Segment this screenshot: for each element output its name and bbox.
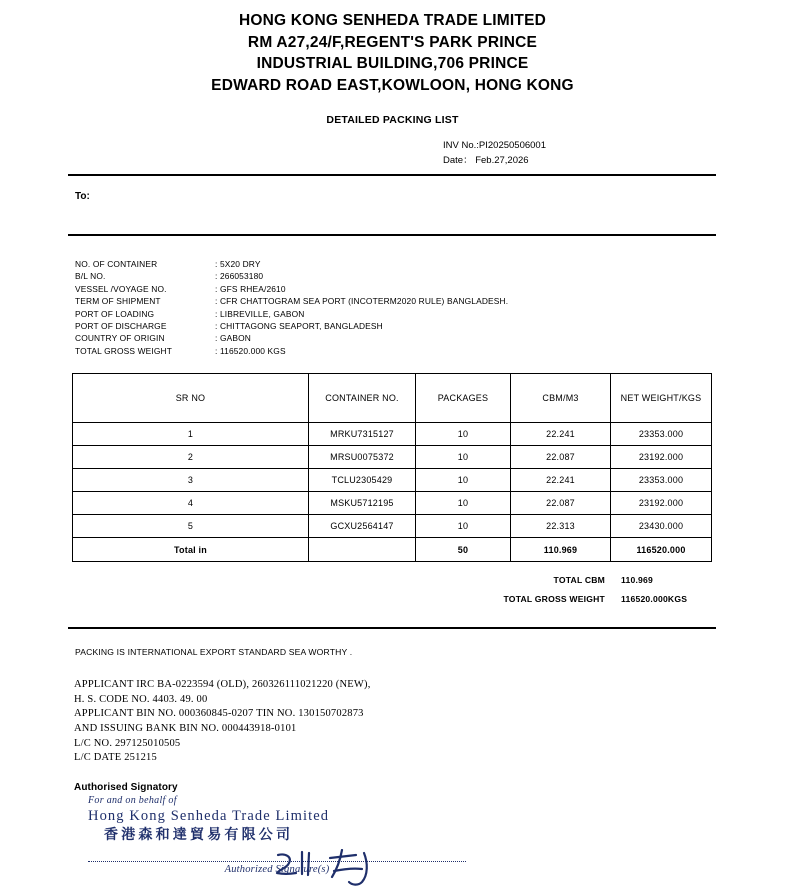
detail-value: : 116520.000 KGS	[215, 345, 286, 356]
letterhead-line-3: INDUSTRIAL BUILDING,706 PRINCE	[256, 55, 529, 72]
table-row	[73, 446, 712, 469]
lc-line-hs-code: H. S. CODE NO. 4403. 49. 00	[74, 693, 208, 705]
detail-key: COUNTRY OF ORIGIN	[75, 333, 165, 344]
cell-sr-no: 4	[73, 492, 309, 515]
detail-row-port-of-discharge	[75, 320, 785, 332]
cell-net-weight: 23353.000	[611, 423, 712, 446]
column-header-net-weight: NET WEIGHT/KGS	[611, 374, 712, 423]
divider-below-consignee	[68, 234, 716, 236]
column-header-container-no: CONTAINER NO.	[309, 374, 416, 423]
table-header-row	[73, 374, 712, 423]
totals-summary	[0, 571, 785, 609]
cell-packages: 10	[416, 469, 511, 492]
detail-row-container-count	[75, 258, 785, 270]
cell-total-label: Total in	[73, 538, 309, 562]
cell-net-weight: 23430.000	[611, 515, 712, 538]
table-row	[73, 423, 712, 446]
authorized-signature-caption: Authorized Signature(s)	[224, 863, 330, 875]
table-row	[73, 492, 712, 515]
table-row	[73, 515, 712, 538]
cell-container-no: MRKU7315127	[309, 423, 416, 446]
packing-standard-note: PACKING IS INTERNATIONAL EXPORT STANDARD SEA WORTHY .	[75, 647, 353, 658]
lc-line-issuing-bank-bin: AND ISSUING BANK BIN NO. 000443918-0101	[74, 723, 297, 735]
cell-packages: 10	[416, 423, 511, 446]
column-header-packages: PACKAGES	[416, 374, 511, 423]
to-label: To:	[75, 191, 90, 202]
total-gross-weight-row	[72, 590, 785, 609]
detail-key: TERM OF SHIPMENT	[75, 296, 161, 307]
invoice-date: Date： Feb.27,2026	[443, 155, 529, 166]
cell-packages: 10	[416, 492, 511, 515]
cell-sr-no: 2	[73, 446, 309, 469]
signature-company-name-cn: 香港森和達貿易有限公司	[104, 826, 294, 843]
total-cbm-row	[72, 571, 785, 590]
total-gross-weight-value: 116520.000KGS	[621, 594, 688, 605]
cell-container-no: MSKU5712195	[309, 492, 416, 515]
lc-line-lc-no: L/C NO. 297125010505	[74, 737, 181, 749]
cell-total-container-no	[309, 538, 416, 562]
table-total-row	[73, 538, 712, 562]
cell-container-no: MRSU0075372	[309, 446, 416, 469]
detail-value: : 5X20 DRY	[215, 259, 261, 269]
lc-line-lc-date: L/C DATE 251215	[74, 752, 157, 764]
column-header-cbm: CBM/M3	[511, 374, 611, 423]
table-row	[73, 469, 712, 492]
detail-value: : CHITTAGONG SEAPORT, BANGLADESH	[215, 321, 383, 332]
company-letterhead	[0, 0, 785, 96]
cell-packages: 10	[416, 515, 511, 538]
cell-packages: 10	[416, 446, 511, 469]
cell-cbm: 22.241	[511, 469, 611, 492]
detail-value: : LIBREVILLE, GABON	[215, 308, 305, 319]
detail-row-bl-no	[75, 270, 785, 282]
cell-cbm: 22.313	[511, 515, 611, 538]
total-cbm-value: 110.969	[621, 575, 653, 586]
detail-value: : GFS RHEA/2610	[215, 283, 286, 294]
cell-net-weight: 23192.000	[611, 446, 712, 469]
detail-key: NO. OF CONTAINER	[75, 259, 158, 269]
detail-row-country-of-origin	[75, 332, 785, 344]
signature-dotted-line	[88, 861, 466, 862]
cell-cbm: 22.087	[511, 492, 611, 515]
lc-line-applicant-irc: APPLICANT IRC BA-0223594 (OLD), 260326111021220 (NEW),	[74, 679, 371, 691]
detail-key: PORT OF LOADING	[75, 308, 155, 319]
cell-net-weight: 23353.000	[611, 469, 712, 492]
consignee-block	[0, 176, 785, 234]
signature-company-name-en: Hong Kong Senheda Trade Limited	[88, 807, 330, 824]
document-title: DETAILED PACKING LIST	[326, 114, 459, 126]
cell-sr-no: 3	[73, 469, 309, 492]
cell-container-no: TCLU2305429	[309, 469, 416, 492]
detail-row-port-of-loading	[75, 308, 785, 320]
divider-above-notes	[68, 627, 716, 629]
cell-net-weight: 23192.000	[611, 492, 712, 515]
invoice-meta	[0, 138, 785, 168]
cell-container-no: GCXU2564147	[309, 515, 416, 538]
detail-key: PORT OF DISCHARGE	[75, 321, 167, 332]
detail-key: VESSEL /VOYAGE NO.	[75, 283, 167, 294]
detail-value: : 266053180	[215, 271, 264, 282]
packing-table-wrapper	[0, 373, 785, 562]
for-and-on-behalf-of-text: For and on behalf of	[88, 794, 177, 806]
lc-details-block	[0, 678, 785, 766]
cell-total-net-weight: 116520.000	[611, 538, 712, 562]
authorised-signatory-title: Authorised Signatory	[74, 781, 178, 793]
detail-row-vessel-voyage	[75, 283, 785, 295]
detail-value: : CFR CHATTOGRAM SEA PORT (INCOTERM2020 RULE) BANGLADESH.	[215, 296, 509, 307]
detail-key: TOTAL GROSS WEIGHT	[75, 345, 173, 356]
cell-total-cbm: 110.969	[511, 538, 611, 562]
cell-sr-no: 1	[73, 423, 309, 446]
detail-key: B/L NO.	[75, 271, 106, 282]
detail-row-total-gross-weight	[75, 345, 785, 357]
detail-row-term-of-shipment	[75, 295, 785, 307]
total-cbm-label: TOTAL CBM	[553, 575, 605, 586]
cell-total-packages: 50	[416, 538, 511, 562]
cell-cbm: 22.087	[511, 446, 611, 469]
column-header-sr-no: SR NO	[73, 374, 309, 423]
invoice-number: INV No.:PI20250506001	[443, 140, 546, 151]
total-gross-weight-label: TOTAL GROSS WEIGHT	[503, 594, 605, 605]
signature-block	[0, 782, 785, 875]
shipment-details	[0, 258, 785, 357]
letterhead-line-2: RM A27,24/F,REGENT'S PARK PRINCE	[247, 33, 538, 51]
lc-line-applicant-bin: APPLICANT BIN NO. 000360845-0207 TIN NO. 130150702873	[74, 708, 364, 720]
packing-table	[72, 373, 712, 562]
letterhead-line-1: HONG KONG SENHEDA TRADE LIMITED	[238, 12, 547, 29]
cell-cbm: 22.241	[511, 423, 611, 446]
letterhead-line-4: EDWARD ROAD EAST,KOWLOON, HONG KONG	[211, 76, 574, 94]
signature-stamp	[74, 795, 785, 875]
detail-value: : GABON	[215, 333, 251, 344]
cell-sr-no: 5	[73, 515, 309, 538]
